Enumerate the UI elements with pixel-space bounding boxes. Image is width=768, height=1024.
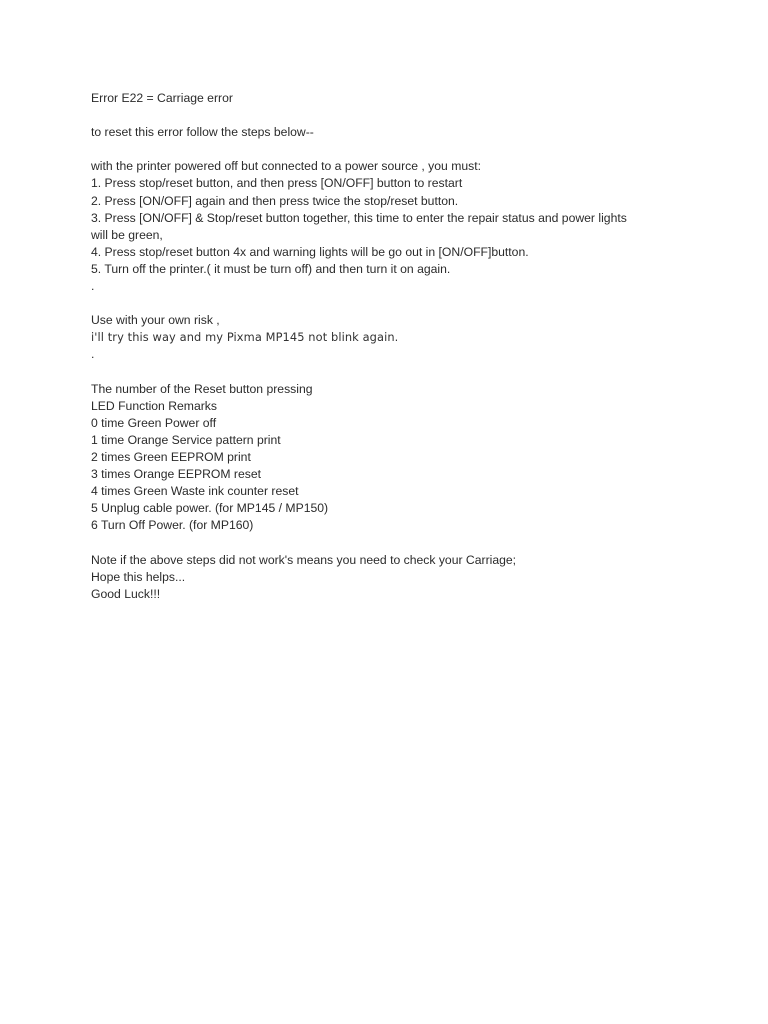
table-row: 1 time Orange Service pattern print — [91, 432, 281, 447]
spacer — [91, 295, 691, 312]
spacer — [91, 534, 691, 551]
intro-text: to reset this error follow the steps below-- — [91, 125, 314, 140]
luck-text: Good Luck!!! — [91, 586, 161, 601]
risk-text: Use with your own risk , — [91, 313, 220, 328]
step-3: 3. Press [ON/OFF] & Stop/reset button together, this time to enter the repair status and power lights — [91, 210, 627, 225]
table-row: 0 time Green Power off — [91, 415, 217, 430]
spacer — [91, 107, 691, 124]
table-columns: LED Function Remarks — [91, 398, 217, 413]
step-1: 1. Press stop/reset button, and then press [ON/OFF] button to restart — [91, 176, 463, 191]
step-2: 2. Press [ON/OFF] again and then press twice the stop/reset button. — [91, 193, 459, 208]
table-row: 2 times Green EEPROM print — [91, 449, 251, 464]
step-5: 5. Turn off the printer.( it must be turn off) and then turn it on again. — [91, 261, 451, 276]
document-body — [91, 90, 691, 603]
error-title: Error E22 = Carriage error — [91, 91, 233, 105]
table-row: 4 times Green Waste ink counter reset — [91, 484, 299, 499]
table-row: 5 Unplug cable power. (for MP145 / MP150) — [91, 501, 329, 516]
note-text: Note if the above steps did not work's means you need to check your Carriage; — [91, 552, 517, 567]
hope-text: Hope this helps... — [91, 569, 186, 584]
table-row: 6 Turn Off Power. (for MP160) — [91, 518, 254, 533]
dot-separator: . — [91, 279, 95, 294]
table-heading: The number of the Reset button pressing — [91, 381, 313, 396]
precondition-text: with the printer powered off but connected to a power source , you must: — [91, 159, 481, 174]
spacer — [91, 141, 691, 158]
tried-text: i'll try this way and my Pixma MP145 not blink again. — [91, 330, 399, 345]
table-row: 3 times Orange EEPROM reset — [91, 467, 262, 482]
spacer — [91, 364, 691, 381]
step-3-continued: will be green, — [91, 227, 163, 242]
dot-separator: . — [91, 347, 95, 362]
step-4: 4. Press stop/reset button 4x and warning lights will be go out in [ON/OFF]button. — [91, 244, 529, 259]
